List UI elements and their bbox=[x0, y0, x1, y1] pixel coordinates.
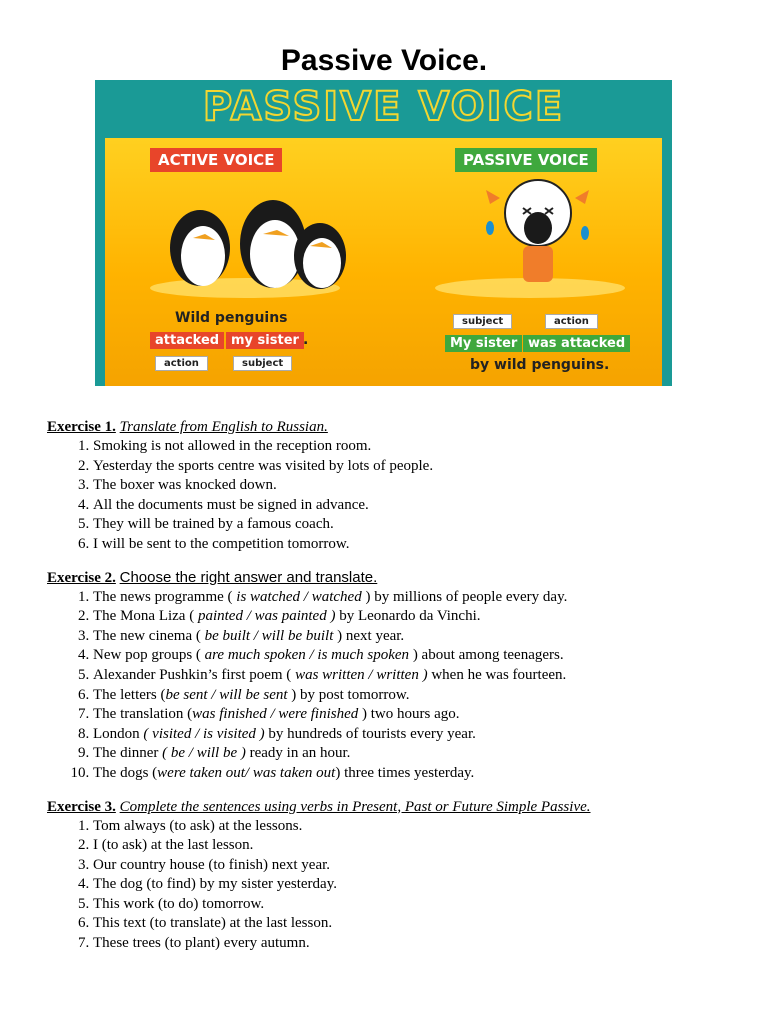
exercise1-list bbox=[47, 437, 737, 555]
list-item: 5. This work (to do) tomorrow. bbox=[93, 895, 737, 915]
active-sentence-object: my sister bbox=[226, 332, 304, 349]
list-item: 1. Smoking is not allowed in the reception room. bbox=[93, 437, 737, 457]
list-item: 3. The boxer was knocked down. bbox=[93, 476, 737, 496]
list-item: 2. Yesterday the sports centre was visited by lots of people. bbox=[93, 457, 737, 477]
passive-sentence-verb: was attacked bbox=[523, 335, 630, 352]
list-item: 8. London ( visited / is visited ) by hundreds of tourists every year. bbox=[93, 725, 737, 745]
exercise2-label: Exercise 2. bbox=[47, 569, 116, 586]
exercise3-heading bbox=[47, 797, 737, 817]
list-item: 4. All the documents must be signed in advance. bbox=[93, 496, 737, 516]
exercises bbox=[47, 417, 737, 954]
passive-label-subject: subject bbox=[453, 314, 512, 329]
passive-voice-illustration bbox=[95, 80, 672, 386]
exercise1-label: Exercise 1. bbox=[47, 419, 116, 435]
active-sentence-period: . bbox=[303, 332, 309, 348]
active-label-subject: subject bbox=[233, 356, 292, 371]
list-item: 5. They will be trained by a famous coach. bbox=[93, 515, 737, 535]
active-sentence-subject: Wild penguins bbox=[175, 310, 288, 326]
list-item: 6. I will be sent to the competition tomorrow. bbox=[93, 535, 737, 555]
list-item: 1. Tom always (to ask) at the lessons. bbox=[93, 817, 737, 837]
exercise1-heading bbox=[47, 417, 737, 437]
passive-voice-tag: PASSIVE VOICE bbox=[455, 148, 597, 172]
list-item: 3. The new cinema ( be built / will be built ) next year. bbox=[93, 627, 737, 647]
list-item: 1. The news programme ( is watched / watched ) by millions of people every day. bbox=[93, 588, 737, 608]
page-title: Passive Voice. bbox=[280, 44, 488, 77]
passive-label-action: action bbox=[545, 314, 598, 329]
list-item: 3. Our country house (to finish) next year. bbox=[93, 856, 737, 876]
list-item: 2. The Mona Liza ( painted / was painted ) by Leonardo da Vinchi. bbox=[93, 607, 737, 627]
exercise3-label: Exercise 3. bbox=[47, 798, 116, 815]
exercise3-list bbox=[47, 817, 737, 954]
list-item: 6. This text (to translate) at the last lesson. bbox=[93, 914, 737, 934]
exercise2-instruction: Choose the right answer and translate. bbox=[119, 568, 378, 586]
active-label-action: action bbox=[155, 356, 208, 371]
passive-sentence-agent: by wild penguins. bbox=[470, 357, 610, 373]
list-item: 4. New pop groups ( are much spoken / is much spoken ) about among teenagers. bbox=[93, 646, 737, 666]
list-item: 5. Alexander Pushkin’s first poem ( was written / written ) when he was fourteen. bbox=[93, 666, 737, 686]
exercise1-instruction: Translate from English to Russian. bbox=[119, 419, 328, 435]
list-item: 4. The dog (to find) by my sister yesterday. bbox=[93, 875, 737, 895]
banner-title: PASSIVE VOICE bbox=[202, 84, 565, 130]
list-item: 2. I (to ask) at the last lesson. bbox=[93, 836, 737, 856]
exercise2-list bbox=[47, 588, 737, 784]
exercise2-heading bbox=[47, 568, 737, 588]
list-item: 6. The letters (be sent / will be sent ) by post tomorrow. bbox=[93, 686, 737, 706]
exercise3-instruction: Complete the sentences using verbs in Present, Past or Future Simple Passive. bbox=[119, 798, 591, 815]
list-item: 7. These trees (to plant) every autumn. bbox=[93, 934, 737, 954]
list-item: 9. The dinner ( be / will be ) ready in an hour. bbox=[93, 744, 737, 764]
active-voice-tag: ACTIVE VOICE bbox=[150, 148, 282, 172]
passive-sentence-subject: My sister bbox=[445, 335, 522, 352]
active-sentence-verb: attacked bbox=[150, 332, 224, 349]
list-item: 10. The dogs (were taken out/ was taken out) three times yesterday. bbox=[93, 764, 737, 784]
list-item: 7. The translation (was finished / were finished ) two hours ago. bbox=[93, 705, 737, 725]
